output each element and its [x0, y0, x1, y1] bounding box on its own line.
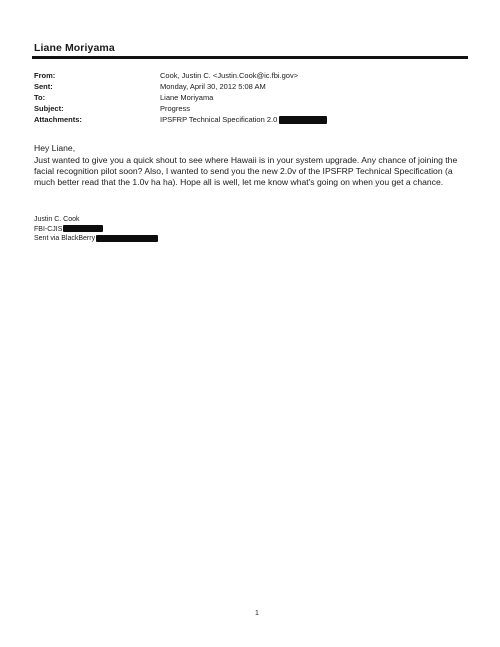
- attachments-value-wrap: [160, 114, 327, 125]
- body-paragraph: Just wanted to give you a quick shout to see where Hawaii is in your system upgrade. Any chance of joining the facial recognition pilot soon? Also, I wanted to send you the new 2.0v of the IPSFRP Technical Specification (a much better read that the 1.0v ha ha). Hope all is well, let me know what's going on when you get a chance.: [34, 155, 458, 187]
- subject-value: Progress: [160, 104, 191, 113]
- signature-org-line: [34, 225, 158, 235]
- redaction-block: [63, 225, 103, 232]
- signature-device-line: [34, 234, 158, 244]
- to-value: Liane Moriyama: [160, 93, 214, 102]
- signature-name: Justin C. Cook: [34, 216, 80, 223]
- signature-device: Sent via BlackBerry: [34, 235, 96, 242]
- from-label: From:: [34, 71, 56, 80]
- attachments-row: [34, 114, 474, 125]
- page-number: 1: [255, 610, 259, 617]
- from-row: [34, 70, 474, 81]
- redaction-block: [96, 235, 158, 242]
- attachments-value[interactable]: IPSFRP Technical Specification 2.0: [160, 115, 278, 124]
- sent-value: Monday, April 30, 2012 5:08 AM: [160, 82, 266, 91]
- email-body: [34, 143, 474, 188]
- attachments-label: Attachments:: [34, 115, 82, 124]
- to-label: To:: [34, 93, 46, 102]
- mailbox-owner-name: Liane Moriyama: [34, 42, 115, 54]
- sent-label: Sent:: [34, 82, 53, 91]
- subject-row: [34, 103, 474, 114]
- from-value: Cook, Justin C. <Justin.Cook@ic.fbi.gov>: [160, 71, 299, 80]
- signature-org: FBI-CJIS: [34, 225, 63, 233]
- subject-label: Subject:: [34, 104, 64, 113]
- signature-block: [34, 215, 158, 244]
- header-divider: [32, 56, 468, 59]
- to-row: [34, 92, 474, 103]
- greeting: Hey Liane,: [34, 143, 76, 153]
- sent-row: [34, 81, 474, 92]
- email-headers: [34, 70, 474, 125]
- redaction-block: [279, 116, 327, 124]
